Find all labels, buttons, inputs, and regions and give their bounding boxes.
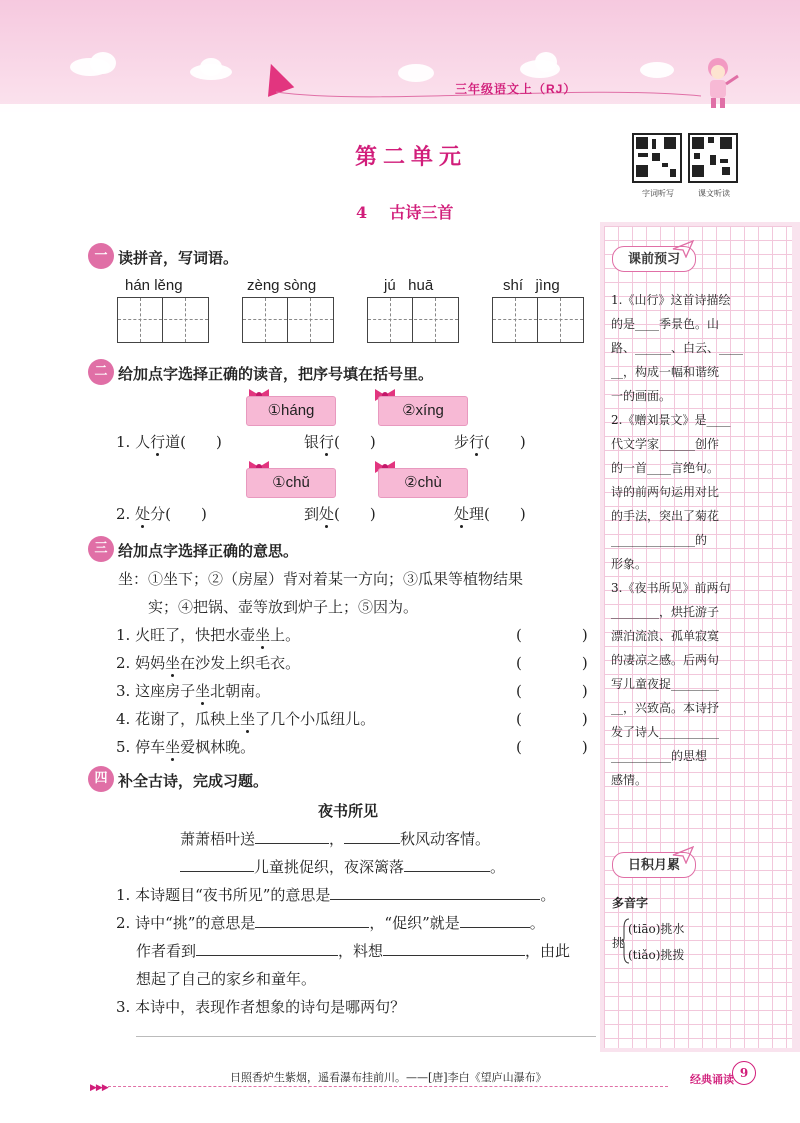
fill-blank[interactable] <box>344 843 400 844</box>
question-line: 银行( ) <box>304 433 376 451</box>
pinyin-option-tag: ①chǔ <box>246 468 336 498</box>
question-line: 3. 这座房子坐北朝南。 <box>116 682 271 700</box>
writing-grid[interactable] <box>242 297 334 343</box>
answer-line[interactable] <box>136 1036 596 1037</box>
pinyin-label: zèng sòng <box>247 277 317 294</box>
paper-plane-icon <box>672 240 694 258</box>
question-line: 2. 处分( ) <box>116 505 207 523</box>
fill-blank[interactable] <box>404 871 490 872</box>
section-number-badge: 一 <box>88 243 114 269</box>
cloud-decoration <box>200 58 222 76</box>
question-line: 4. 花谢了，瓜秧上坐了几个小瓜纽儿。 <box>116 710 376 728</box>
lesson-number: 4 <box>356 203 368 222</box>
fill-blank[interactable] <box>383 955 525 956</box>
poem-line: 儿童挑促织，夜深篱落 。 <box>180 856 505 877</box>
paper-plane-icon <box>672 846 694 864</box>
answer-paren[interactable]: ( ) <box>516 626 588 644</box>
question-line: 1. 人行道( ) <box>116 433 222 451</box>
answer-paren[interactable]: ( ) <box>516 738 588 756</box>
question-line: 2. 诗中“挑”的意思是 ，“促织”就是 。 <box>116 914 545 932</box>
footer-label: 经典诵读 <box>690 1074 734 1086</box>
answer-paren[interactable]: ( ) <box>516 654 588 672</box>
definition-text: 坐：①坐下；②（房屋）背对着某一方向；③瓜果等植物结果 <box>118 570 524 588</box>
girl-illustration-icon <box>696 54 740 110</box>
section-number-badge: 三 <box>88 536 114 562</box>
fill-blank[interactable] <box>255 843 329 844</box>
question-line: 3. 本诗中，表现作者想象的诗句是哪两句？ <box>116 998 406 1016</box>
lesson-title <box>356 200 453 223</box>
question-line: 到处( ) <box>304 505 376 523</box>
question-line: 1. 本诗题目“夜书所见”的意思是 。 <box>116 886 556 904</box>
question-line: 想起了自己的家乡和童年。 <box>136 970 317 988</box>
fill-blank[interactable] <box>255 927 369 928</box>
fill-blank[interactable] <box>180 871 254 872</box>
fill-blank[interactable] <box>330 899 540 900</box>
daily-accumulation-tag: 日积月累 <box>612 852 696 878</box>
grade-label: 三年级语文上（RJ） <box>455 82 577 96</box>
qr-code-icon[interactable] <box>632 133 682 183</box>
arrow-decoration-icon: ▶▶▶ <box>90 1083 108 1093</box>
fill-blank[interactable] <box>460 927 530 928</box>
question-line: 处理( ) <box>454 505 526 523</box>
cloud-decoration <box>398 64 434 82</box>
qr-code-icon[interactable] <box>688 133 738 183</box>
pinyin-option-tag: ②chù <box>378 468 468 498</box>
pinyin-label: shí jìng <box>503 277 560 294</box>
writing-grid[interactable] <box>367 297 459 343</box>
fill-blank[interactable] <box>196 955 338 956</box>
header-bottom-edge <box>0 104 800 120</box>
writing-grid[interactable] <box>117 297 209 343</box>
pinyin-option-tag: ②xíng <box>378 396 468 426</box>
writing-grid[interactable] <box>492 297 584 343</box>
pinyin-option-tag: ①háng <box>246 396 336 426</box>
cloud-decoration <box>640 62 674 78</box>
footer-quote: 日照香炉生紫烟，遥看瀑布挂前川。——[唐]李白《望庐山瀑布》 <box>230 1071 547 1084</box>
section-number-badge: 四 <box>88 766 114 792</box>
section-title: 给加点字选择正确的读音，把序号填在括号里。 <box>118 365 434 383</box>
cloud-decoration <box>90 52 116 74</box>
definition-text: 实；④把锅、壶等放到炉子上；⑤因为。 <box>148 598 419 616</box>
polyphone-reading: (tiǎo)挑拨 <box>628 948 685 962</box>
polyphone-heading: 多音字 <box>612 896 649 910</box>
poem-title: 夜书所见 <box>318 802 379 820</box>
sidebar-text: 1.《山行》这首诗描绘 的是____季景色。山 路、______、白云、____ __，构成一幅和谐统 一的画面。 2.《赠刘景文》是____ 代文学家______创作 的一首____言绝句。 诗的前两句运用对比 的手法，突出了菊花 ______________的 形象。 3.《夜书所见》前两句 ________，烘托游子 漂泊流浪、孤单寂寞 的凄凉之感。后两句 写儿童夜捉________ __，兴致高。本诗抒 发了诗人__________ __________的思想 感情。 <box>611 293 744 787</box>
lesson-name: 古诗三首 <box>389 203 454 222</box>
pinyin-label: jú huā <box>384 277 434 294</box>
section-title: 补全古诗，完成习题。 <box>118 772 269 790</box>
polyphone-reading: (tiāo)挑水 <box>628 922 685 936</box>
answer-paren[interactable]: ( ) <box>516 710 588 728</box>
page-number: 9 <box>732 1061 756 1085</box>
qr-caption: 字词听写 <box>642 189 674 198</box>
poem-line: 萧萧梧叶送 ， 秋风动客情。 <box>180 830 491 848</box>
qr-caption: 课文听读 <box>698 189 730 198</box>
section-title: 给加点字选择正确的意思。 <box>118 542 299 560</box>
answer-paren[interactable]: ( ) <box>516 682 588 700</box>
preview-tag: 课前预习 <box>612 246 696 272</box>
footer-divider <box>108 1086 668 1087</box>
question-line: 作者看到 ，料想 ，由此 <box>136 942 571 960</box>
question-line: 步行( ) <box>454 433 526 451</box>
section-title: 读拼音，写词语。 <box>118 249 239 267</box>
unit-title: 第二单元 <box>355 144 468 170</box>
polyphone-char: 挑 <box>612 936 625 950</box>
question-line: 5. 停车坐爱枫林晚。 <box>116 738 256 756</box>
page-header <box>0 0 800 112</box>
pinyin-label: hán lěng <box>125 277 183 294</box>
section-number-badge: 二 <box>88 359 114 385</box>
cloud-decoration <box>535 52 557 72</box>
question-line: 2. 妈妈坐在沙发上织毛衣。 <box>116 654 301 672</box>
question-line: 1. 火旺了，快把水壶坐上。 <box>116 626 301 644</box>
